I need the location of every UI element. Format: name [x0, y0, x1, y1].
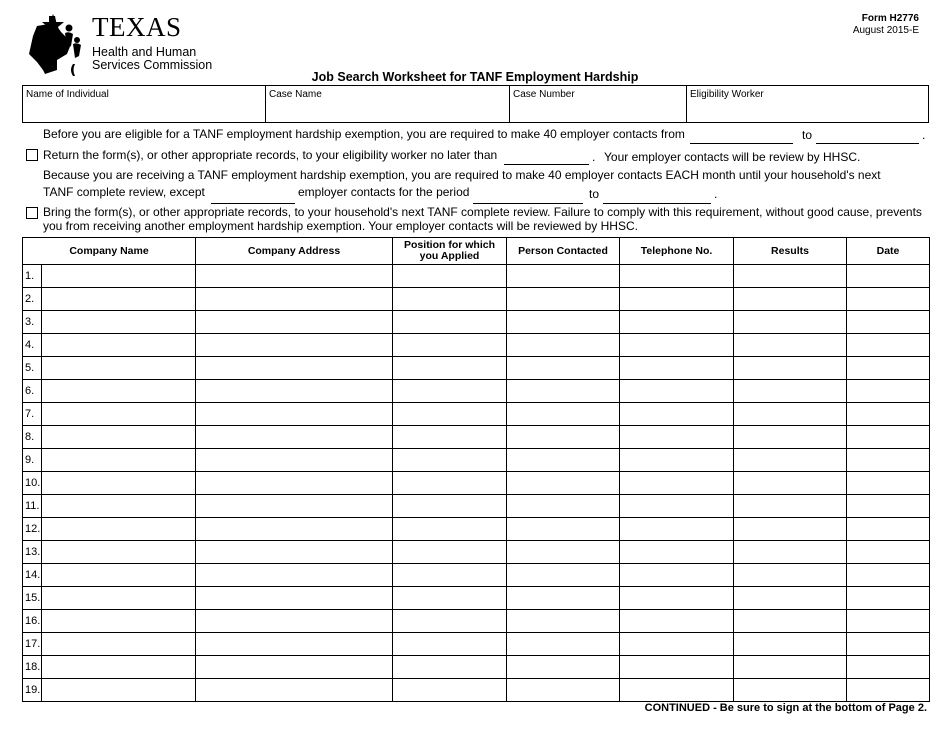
results-cell[interactable] [734, 587, 847, 610]
row-number: 15. [23, 587, 42, 610]
logo-line-1: Health and Human [92, 45, 197, 59]
telephone-cell[interactable] [620, 311, 734, 334]
results-cell[interactable] [734, 541, 847, 564]
date-cell[interactable] [847, 403, 930, 426]
date-cell[interactable] [847, 357, 930, 380]
company-name-cell[interactable] [42, 587, 196, 610]
position-cell[interactable] [393, 472, 507, 495]
company-address-cell[interactable] [196, 541, 393, 564]
table-row [23, 449, 930, 472]
except-count-input[interactable] [211, 190, 295, 204]
date-cell[interactable] [847, 633, 930, 656]
table-row [23, 541, 930, 564]
company-name-cell[interactable] [42, 564, 196, 587]
table-row [23, 288, 930, 311]
case-name-field[interactable] [266, 86, 510, 122]
company-address-cell[interactable] [196, 656, 393, 679]
receiving-line-1: Because you are receiving a TANF employment hardship exemption, you are required to make 40 employer contacts EACH month until your household's next [43, 168, 881, 182]
telephone-cell[interactable] [620, 541, 734, 564]
person-contacted-cell[interactable] [507, 357, 620, 380]
row-number: 13. [23, 541, 42, 564]
company-name-cell[interactable] [42, 288, 196, 311]
date-cell[interactable] [847, 679, 930, 702]
review-note: Your employer contacts will be review by HHSC. [604, 150, 861, 164]
telephone-cell[interactable] [620, 587, 734, 610]
results-cell[interactable] [734, 495, 847, 518]
company-address-cell[interactable] [196, 426, 393, 449]
row-number: 4. [23, 334, 42, 357]
company-address-cell[interactable] [196, 311, 393, 334]
bring-form-line-1: Bring the form(s), or other appropriate records, to your household's next TANF complete review. Failure to comply with this requirement, without good cause, prevents [43, 205, 922, 219]
row-number: 12. [23, 518, 42, 541]
date-cell[interactable] [847, 656, 930, 679]
column-header-person-contacted: Person Contacted [507, 238, 620, 265]
period-to-input[interactable] [603, 190, 711, 204]
person-contacted-cell[interactable] [507, 679, 620, 702]
field-label: Case Number [513, 89, 575, 100]
results-cell[interactable] [734, 518, 847, 541]
row-number: 3. [23, 311, 42, 334]
telephone-cell[interactable] [620, 656, 734, 679]
position-cell[interactable] [393, 541, 507, 564]
bring-form-text [43, 206, 928, 233]
table-row [23, 403, 930, 426]
row-number: 7. [23, 403, 42, 426]
company-name-cell[interactable] [42, 449, 196, 472]
continued-note: CONTINUED - Be sure to sign at the bottom of Page 2. [644, 702, 927, 714]
intro-text: Before you are eligible for a TANF employment hardship exemption, you are required to make 40 employer contacts from [43, 127, 685, 141]
company-address-cell[interactable] [196, 357, 393, 380]
column-header-telephone: Telephone No. [620, 238, 734, 265]
results-cell[interactable] [734, 403, 847, 426]
table-row [23, 334, 930, 357]
company-name-cell[interactable] [42, 403, 196, 426]
results-cell[interactable] [734, 265, 847, 288]
intro-to-date-input[interactable] [816, 130, 919, 144]
bring-form-checkbox[interactable] [26, 207, 38, 219]
case-number-field[interactable] [510, 86, 687, 122]
column-header-position: Position for which you Applied [393, 238, 507, 265]
receiving-end: . [714, 187, 718, 201]
company-address-cell[interactable] [196, 334, 393, 357]
column-header-company-address: Company Address [196, 238, 393, 265]
company-address-cell[interactable] [196, 679, 393, 702]
form-number: Form H2776 [861, 13, 919, 24]
page-title: Job Search Worksheet for TANF Employment Hardship [311, 70, 639, 84]
position-cell[interactable] [393, 495, 507, 518]
position-cell[interactable] [393, 380, 507, 403]
company-name-cell[interactable] [42, 656, 196, 679]
results-cell[interactable] [734, 679, 847, 702]
company-name-cell[interactable] [42, 633, 196, 656]
results-cell[interactable] [734, 311, 847, 334]
position-cell[interactable] [393, 610, 507, 633]
telephone-cell[interactable] [620, 449, 734, 472]
company-address-cell[interactable] [196, 380, 393, 403]
person-contacted-cell[interactable] [507, 518, 620, 541]
form-identifier [853, 13, 919, 37]
date-cell[interactable] [847, 265, 930, 288]
person-contacted-cell[interactable] [507, 472, 620, 495]
position-cell[interactable] [393, 518, 507, 541]
table-row [23, 380, 930, 403]
results-cell[interactable] [734, 288, 847, 311]
date-cell[interactable] [847, 380, 930, 403]
results-cell[interactable] [734, 472, 847, 495]
position-cell[interactable] [393, 426, 507, 449]
person-contacted-cell[interactable] [507, 656, 620, 679]
company-name-cell[interactable] [42, 380, 196, 403]
date-cell[interactable] [847, 426, 930, 449]
row-number: 5. [23, 357, 42, 380]
person-contacted-cell[interactable] [507, 541, 620, 564]
company-address-cell[interactable] [196, 495, 393, 518]
form-revision-date: August 2015-E [852, 25, 919, 36]
row-number: 9. [23, 449, 42, 472]
person-contacted-cell[interactable] [507, 403, 620, 426]
person-contacted-cell[interactable] [507, 265, 620, 288]
telephone-cell[interactable] [620, 288, 734, 311]
table-row [23, 679, 930, 702]
position-cell[interactable] [393, 564, 507, 587]
row-number: 1. [23, 265, 42, 288]
company-address-cell[interactable] [196, 610, 393, 633]
return-form-checkbox[interactable] [26, 149, 38, 161]
table-row [23, 357, 930, 380]
person-contacted-cell[interactable] [507, 587, 620, 610]
return-form-text: Return the form(s), or other appropriate records, to your eligibility worker no later than [43, 148, 498, 162]
date-cell[interactable] [847, 610, 930, 633]
date-cell[interactable] [847, 541, 930, 564]
person-contacted-cell[interactable] [507, 633, 620, 656]
date-cell[interactable] [847, 518, 930, 541]
logo-line-2: Services Commission [92, 58, 213, 72]
table-row [23, 265, 930, 288]
results-cell[interactable] [734, 357, 847, 380]
telephone-cell[interactable] [620, 679, 734, 702]
receiving-line-2a: TANF complete review, except [43, 185, 205, 199]
bring-form-line-2: you from receiving another employment hardship exemption. Your employer contacts will be reviewed by HHSC. [43, 218, 638, 233]
company-address-cell[interactable] [196, 288, 393, 311]
results-cell[interactable] [734, 449, 847, 472]
position-cell[interactable] [393, 633, 507, 656]
texas-state-icon [29, 14, 71, 74]
table-row [23, 426, 930, 449]
telephone-cell[interactable] [620, 564, 734, 587]
date-cell[interactable] [847, 288, 930, 311]
telephone-cell[interactable] [620, 633, 734, 656]
company-name-cell[interactable] [42, 495, 196, 518]
company-address-cell[interactable] [196, 449, 393, 472]
company-name-cell[interactable] [42, 541, 196, 564]
telephone-cell[interactable] [620, 472, 734, 495]
company-name-cell[interactable] [42, 265, 196, 288]
position-cell[interactable] [393, 449, 507, 472]
row-number: 19. [23, 679, 42, 702]
position-cell[interactable] [393, 357, 507, 380]
date-cell[interactable] [847, 311, 930, 334]
intro-from-date-input[interactable] [690, 130, 793, 144]
row-number: 14. [23, 564, 42, 587]
column-header-results: Results [734, 238, 847, 265]
header-fields [22, 85, 929, 123]
telephone-cell[interactable] [620, 518, 734, 541]
date-cell[interactable] [847, 495, 930, 518]
date-cell[interactable] [847, 334, 930, 357]
table-row [23, 587, 930, 610]
results-cell[interactable] [734, 656, 847, 679]
position-cell[interactable] [393, 403, 507, 426]
table-row [23, 311, 930, 334]
row-number: 18. [23, 656, 42, 679]
person-contacted-cell[interactable] [507, 495, 620, 518]
company-address-cell[interactable] [196, 633, 393, 656]
company-name-cell[interactable] [42, 472, 196, 495]
row-number: 17. [23, 633, 42, 656]
results-cell[interactable] [734, 564, 847, 587]
receiving-line-2b: employer contacts for the period [298, 185, 470, 199]
company-name-cell[interactable] [42, 334, 196, 357]
telephone-cell[interactable] [620, 403, 734, 426]
results-cell[interactable] [734, 334, 847, 357]
table-header-row [23, 238, 930, 265]
position-cell[interactable] [393, 656, 507, 679]
row-number: 16. [23, 610, 42, 633]
row-number: 11. [23, 495, 42, 518]
period-to-label: to [589, 187, 600, 201]
return-form-dot: . [592, 150, 596, 164]
company-address-cell[interactable] [196, 472, 393, 495]
column-header-date: Date [847, 238, 930, 265]
field-label: Name of Individual [26, 89, 109, 100]
company-name-cell[interactable] [42, 311, 196, 334]
date-cell[interactable] [847, 449, 930, 472]
column-header-company-name: Company Name [23, 238, 196, 265]
row-number: 8. [23, 426, 42, 449]
telephone-cell[interactable] [620, 495, 734, 518]
position-cell[interactable] [393, 265, 507, 288]
return-by-date-input[interactable] [504, 151, 589, 165]
results-cell[interactable] [734, 380, 847, 403]
results-cell[interactable] [734, 426, 847, 449]
position-cell[interactable] [393, 587, 507, 610]
table-row [23, 656, 930, 679]
company-name-cell[interactable] [42, 610, 196, 633]
person-contacted-cell[interactable] [507, 449, 620, 472]
table-row [23, 610, 930, 633]
telephone-cell[interactable] [620, 426, 734, 449]
telephone-cell[interactable] [620, 380, 734, 403]
position-cell[interactable] [393, 311, 507, 334]
date-cell[interactable] [847, 564, 930, 587]
position-cell[interactable] [393, 334, 507, 357]
table-row [23, 495, 930, 518]
period-from-input[interactable] [473, 190, 583, 204]
results-cell[interactable] [734, 610, 847, 633]
position-cell[interactable] [393, 288, 507, 311]
row-number: 6. [23, 380, 42, 403]
person-contacted-cell[interactable] [507, 311, 620, 334]
person-contacted-cell[interactable] [507, 380, 620, 403]
person-contacted-cell[interactable] [507, 334, 620, 357]
table-row [23, 564, 930, 587]
company-address-cell[interactable] [196, 564, 393, 587]
telephone-cell[interactable] [620, 610, 734, 633]
row-number: 2. [23, 288, 42, 311]
company-name-cell[interactable] [42, 679, 196, 702]
name-of-individual-field[interactable] [23, 86, 266, 122]
company-address-cell[interactable] [196, 265, 393, 288]
table-row [23, 472, 930, 495]
person-contacted-cell[interactable] [507, 564, 620, 587]
field-label: Case Name [269, 89, 322, 100]
intro-to-label: to [802, 128, 813, 142]
results-cell[interactable] [734, 633, 847, 656]
person-contacted-cell[interactable] [507, 288, 620, 311]
row-number: 10. [23, 472, 42, 495]
company-address-cell[interactable] [196, 403, 393, 426]
company-name-cell[interactable] [42, 426, 196, 449]
table-row [23, 518, 930, 541]
company-name-cell[interactable] [42, 357, 196, 380]
table-row [23, 633, 930, 656]
date-cell[interactable] [847, 472, 930, 495]
telephone-cell[interactable] [620, 265, 734, 288]
company-address-cell[interactable] [196, 518, 393, 541]
intro-end: . [922, 128, 926, 142]
field-label: Eligibility Worker [690, 89, 764, 100]
employer-contacts-table [22, 237, 930, 702]
company-name-cell[interactable] [42, 518, 196, 541]
position-cell[interactable] [393, 679, 507, 702]
date-cell[interactable] [847, 587, 930, 610]
telephone-cell[interactable] [620, 357, 734, 380]
company-address-cell[interactable] [196, 587, 393, 610]
person-contacted-cell[interactable] [507, 426, 620, 449]
logo-wordmark: TEXAS [92, 12, 182, 42]
eligibility-worker-field[interactable] [687, 86, 928, 122]
person-contacted-cell[interactable] [507, 610, 620, 633]
telephone-cell[interactable] [620, 334, 734, 357]
